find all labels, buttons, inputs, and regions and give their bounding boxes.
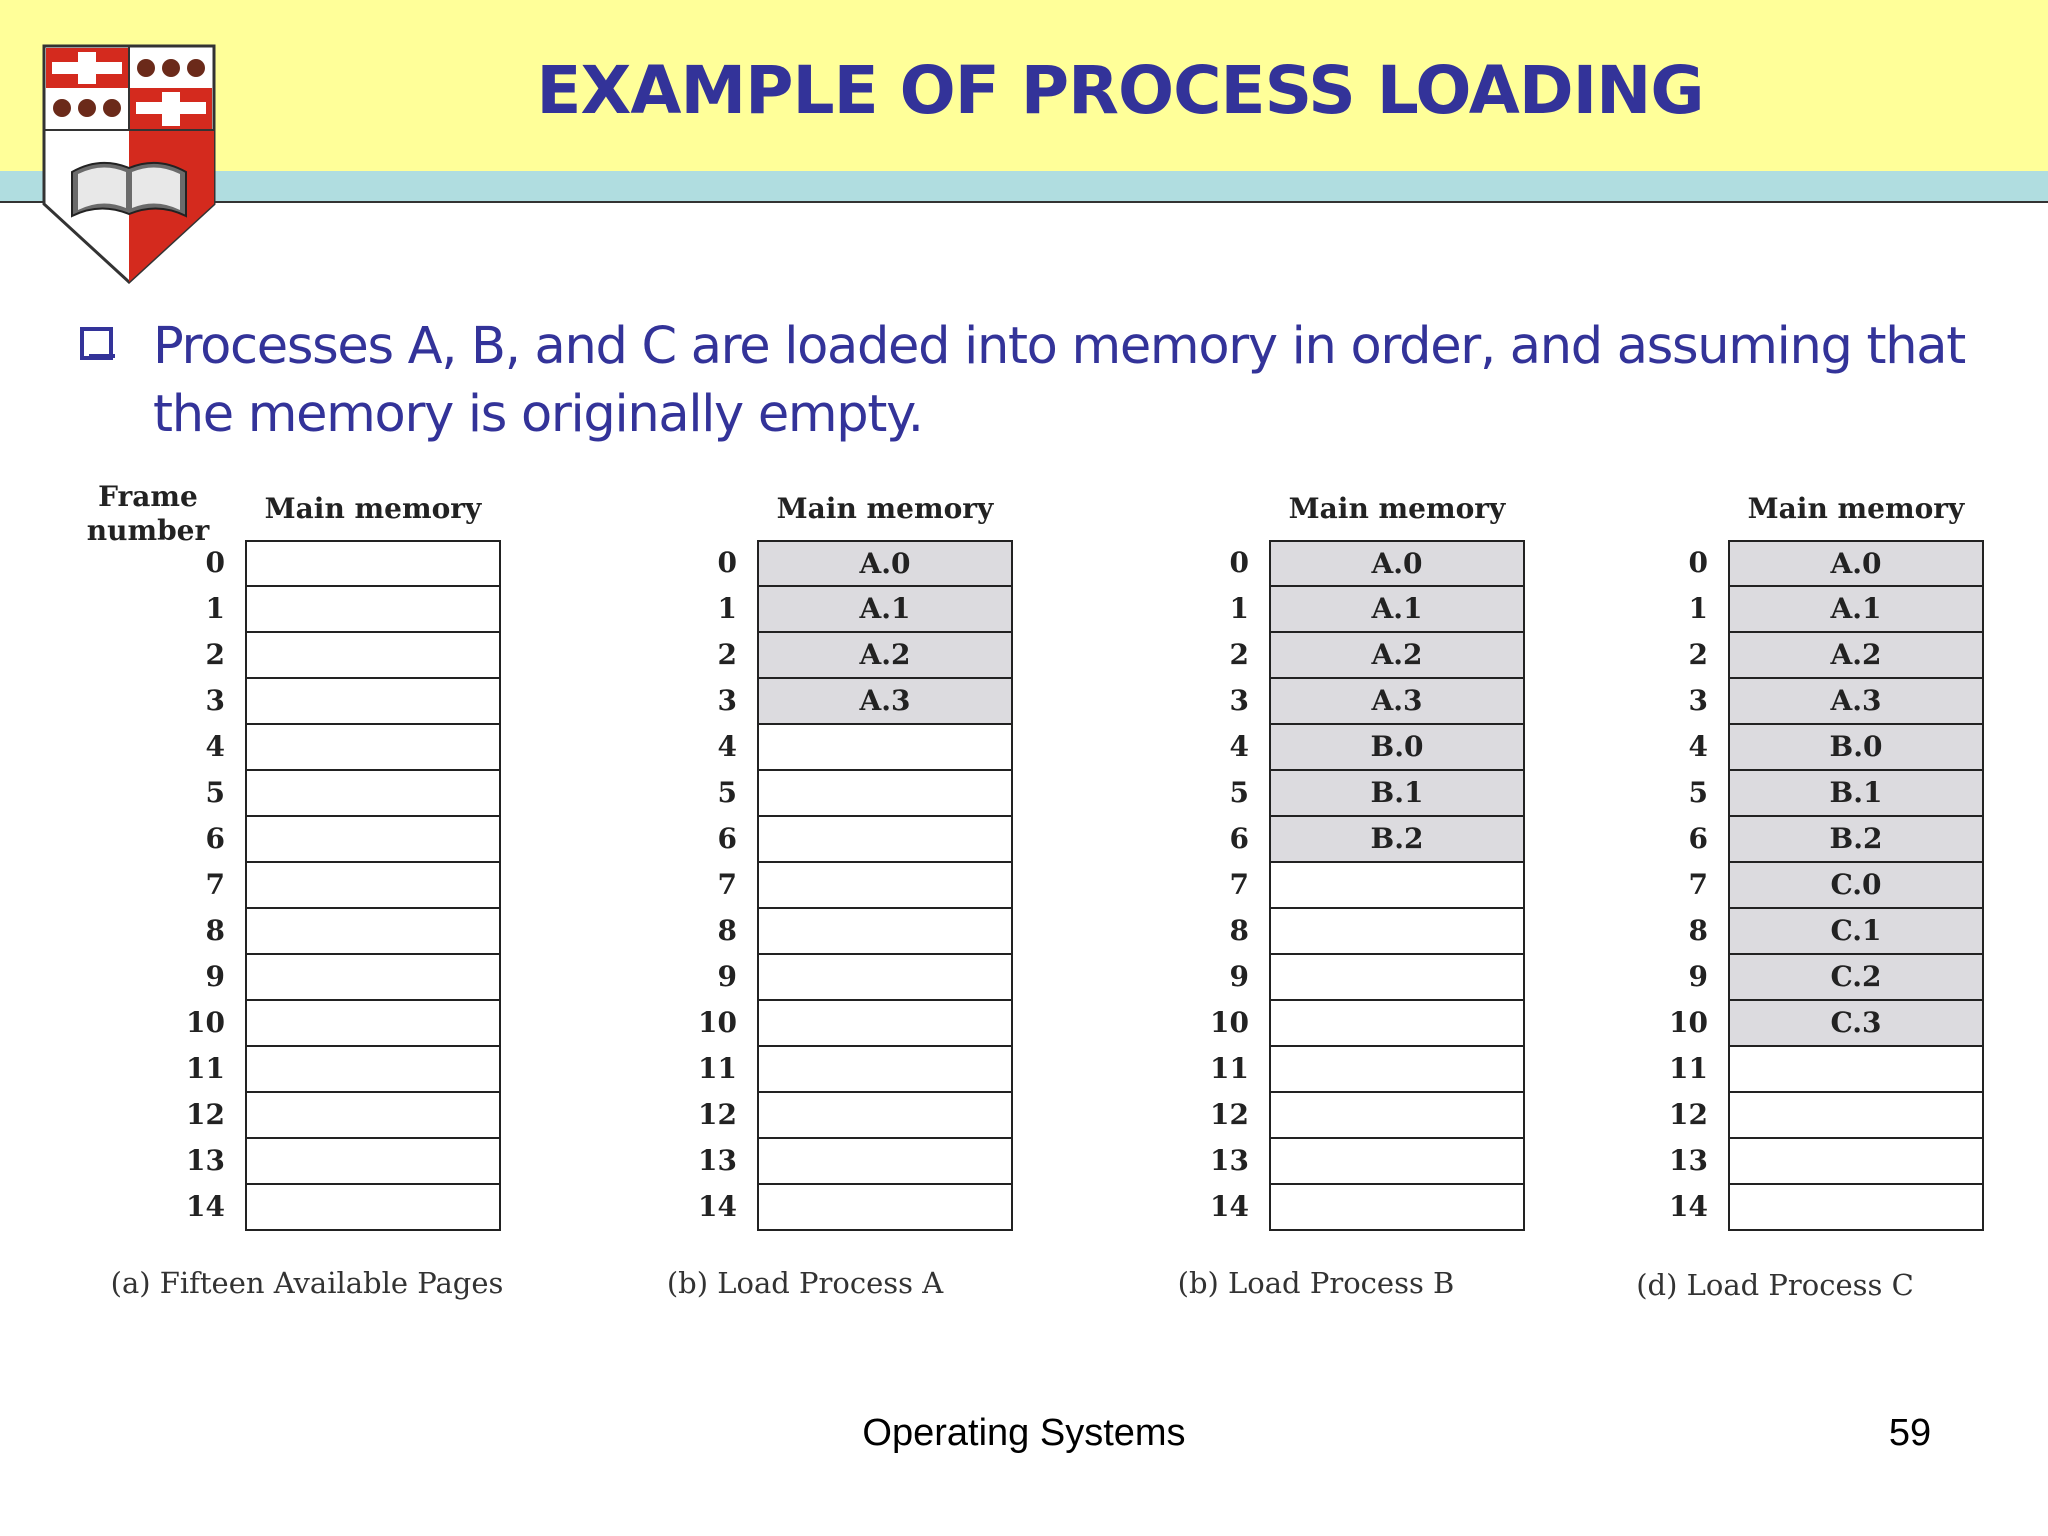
memory-frame-empty (757, 817, 1013, 863)
frame-number: 1 (205, 592, 225, 625)
frame-number: 11 (1210, 1052, 1249, 1085)
memory-frame-empty (757, 863, 1013, 909)
memory-frame-empty (245, 1185, 501, 1231)
memory-frame-empty (1269, 1047, 1525, 1093)
memory-frame-empty (757, 1139, 1013, 1185)
frame-number: 9 (205, 960, 225, 993)
footer-course-name: Operating Systems (862, 1412, 1186, 1454)
frame-number: 14 (1669, 1190, 1708, 1223)
memory-frame-filled: A.3 (1728, 679, 1984, 725)
memory-frame-empty (245, 679, 501, 725)
memory-frame-empty (245, 587, 501, 633)
frame-number-column (1648, 540, 1708, 1230)
memory-frame-empty (1269, 1001, 1525, 1047)
memory-frame-filled: A.0 (1728, 540, 1984, 587)
frame-number: 3 (1229, 684, 1249, 717)
memory-frame-empty (1269, 1139, 1525, 1185)
memory-title: Main memory (1747, 492, 1965, 525)
frame-number: 9 (1688, 960, 1708, 993)
frame-number: 12 (186, 1098, 225, 1131)
frame-number: 11 (186, 1052, 225, 1085)
frame-number: 3 (717, 684, 737, 717)
frame-number: 14 (698, 1190, 737, 1223)
frame-number: 6 (1229, 822, 1249, 855)
frame-number: 1 (1229, 592, 1249, 625)
frame-number: 4 (1229, 730, 1249, 763)
memory-frame-empty (1728, 1139, 1984, 1185)
frame-number: 13 (1669, 1144, 1708, 1177)
memory-frame-empty (245, 1139, 501, 1185)
frame-number: 7 (1229, 868, 1249, 901)
frame-number: 8 (717, 914, 737, 947)
frame-number: 2 (1688, 638, 1708, 671)
memory-frame-filled: A.1 (1269, 587, 1525, 633)
memory-frame-filled: A.3 (1269, 679, 1525, 725)
memory-title: Main memory (776, 492, 994, 525)
memory-frame-empty (245, 1001, 501, 1047)
page-number: 59 (1888, 1412, 1932, 1454)
memory-frame-empty (1269, 1093, 1525, 1139)
memory-frame-filled: B.2 (1269, 817, 1525, 863)
memory-frame-filled: B.0 (1728, 725, 1984, 771)
frame-number: 2 (205, 638, 225, 671)
university-crest-logo (42, 44, 216, 284)
panel-caption: (d) Load Process C (1636, 1268, 1914, 1302)
frame-number: 6 (717, 822, 737, 855)
memory-title: Main memory (1288, 492, 1506, 525)
frame-number: 13 (698, 1144, 737, 1177)
frame-number: 4 (1688, 730, 1708, 763)
frame-number: 2 (717, 638, 737, 671)
frame-number: 7 (717, 868, 737, 901)
frame-number: 10 (698, 1006, 737, 1039)
frame-number: 10 (1669, 1006, 1708, 1039)
frame-number: 4 (717, 730, 737, 763)
frame-number: 13 (1210, 1144, 1249, 1177)
memory-frame-filled: B.1 (1728, 771, 1984, 817)
memory-frame-empty (245, 909, 501, 955)
checkbox-bullet-icon (80, 327, 113, 360)
memory-frame-empty (757, 1185, 1013, 1231)
memory-frame-empty (757, 725, 1013, 771)
memory-frame-filled: A.1 (1728, 587, 1984, 633)
frame-number: 4 (205, 730, 225, 763)
frame-number: 5 (205, 776, 225, 809)
frame-number: 7 (1688, 868, 1708, 901)
memory-frame-filled: A.2 (1728, 633, 1984, 679)
frame-number-column (1189, 540, 1249, 1230)
frame-number: 14 (1210, 1190, 1249, 1223)
header-stripe (0, 171, 2048, 203)
panel-caption: (a) Fifteen Available Pages (110, 1266, 504, 1300)
memory-frame-empty (1728, 1185, 1984, 1231)
memory-frame-filled: C.0 (1728, 863, 1984, 909)
memory-frame-empty (757, 955, 1013, 1001)
frame-number: 0 (205, 546, 225, 579)
frame-number: 5 (1229, 776, 1249, 809)
memory-frame-empty (245, 817, 501, 863)
memory-frame-filled: B.2 (1728, 817, 1984, 863)
memory-column (1728, 540, 1984, 1231)
frame-number: 9 (1229, 960, 1249, 993)
bullet-text: Processes A, B, and C are loaded into memory in order, and assuming that the memory is originally empty. (153, 317, 1965, 444)
memory-frame-filled: A.0 (757, 540, 1013, 587)
memory-frame-filled: B.1 (1269, 771, 1525, 817)
frame-number: 9 (717, 960, 737, 993)
memory-frame-empty (245, 540, 501, 587)
memory-frame-filled: C.2 (1728, 955, 1984, 1001)
memory-frame-empty (1728, 1047, 1984, 1093)
memory-column (1269, 540, 1525, 1231)
panel-caption: (b) Load Process B (1177, 1266, 1455, 1300)
memory-frame-empty (1269, 955, 1525, 1001)
memory-frame-empty (1269, 1185, 1525, 1231)
memory-frame-empty (757, 1093, 1013, 1139)
frame-number: 2 (1229, 638, 1249, 671)
frame-number: 12 (698, 1098, 737, 1131)
frame-number: 0 (1688, 546, 1708, 579)
memory-frame-empty (245, 725, 501, 771)
slide-title: EXAMPLE OF PROCESS LOADING (536, 52, 1704, 129)
memory-frame-filled: C.3 (1728, 1001, 1984, 1047)
memory-column (757, 540, 1013, 1231)
frame-number: 12 (1669, 1098, 1708, 1131)
memory-frame-empty (757, 909, 1013, 955)
memory-frame-empty (757, 1047, 1013, 1093)
frame-number: 5 (717, 776, 737, 809)
frame-number: 0 (717, 546, 737, 579)
frame-number: 11 (1669, 1052, 1708, 1085)
memory-frame-empty (757, 1001, 1013, 1047)
frame-number: 10 (1210, 1006, 1249, 1039)
frame-number: 1 (1688, 592, 1708, 625)
frame-number-header: Frame number (86, 480, 210, 547)
frame-number: 3 (205, 684, 225, 717)
memory-frame-empty (245, 955, 501, 1001)
frame-number: 6 (205, 822, 225, 855)
memory-frame-empty (757, 771, 1013, 817)
memory-frame-empty (245, 863, 501, 909)
memory-frame-filled: A.3 (757, 679, 1013, 725)
frame-number: 5 (1688, 776, 1708, 809)
frame-number: 8 (1229, 914, 1249, 947)
memory-frame-empty (1269, 909, 1525, 955)
frame-number: 6 (1688, 822, 1708, 855)
memory-frame-filled: A.2 (757, 633, 1013, 679)
memory-frame-empty (245, 1047, 501, 1093)
memory-frame-filled: A.1 (757, 587, 1013, 633)
frame-number: 0 (1229, 546, 1249, 579)
memory-column (245, 540, 501, 1231)
frame-number: 8 (205, 914, 225, 947)
frame-number: 11 (698, 1052, 737, 1085)
memory-frame-filled: A.2 (1269, 633, 1525, 679)
memory-frame-empty (1269, 863, 1525, 909)
panel-caption: (b) Load Process A (666, 1266, 944, 1300)
memory-frame-filled: A.0 (1269, 540, 1525, 587)
frame-number: 8 (1688, 914, 1708, 947)
frame-number: 14 (186, 1190, 225, 1223)
memory-frame-empty (245, 1093, 501, 1139)
memory-frame-filled: C.1 (1728, 909, 1984, 955)
frame-number-column (677, 540, 737, 1230)
frame-number: 13 (186, 1144, 225, 1177)
frame-number: 7 (205, 868, 225, 901)
frame-number: 3 (1688, 684, 1708, 717)
frame-number: 10 (186, 1006, 225, 1039)
memory-frame-empty (245, 771, 501, 817)
frame-number-column (165, 540, 225, 1230)
frame-number: 1 (717, 592, 737, 625)
memory-frame-empty (1728, 1093, 1984, 1139)
frame-number: 12 (1210, 1098, 1249, 1131)
memory-title: Main memory (264, 492, 482, 525)
memory-frame-empty (245, 633, 501, 679)
memory-frame-filled: B.0 (1269, 725, 1525, 771)
